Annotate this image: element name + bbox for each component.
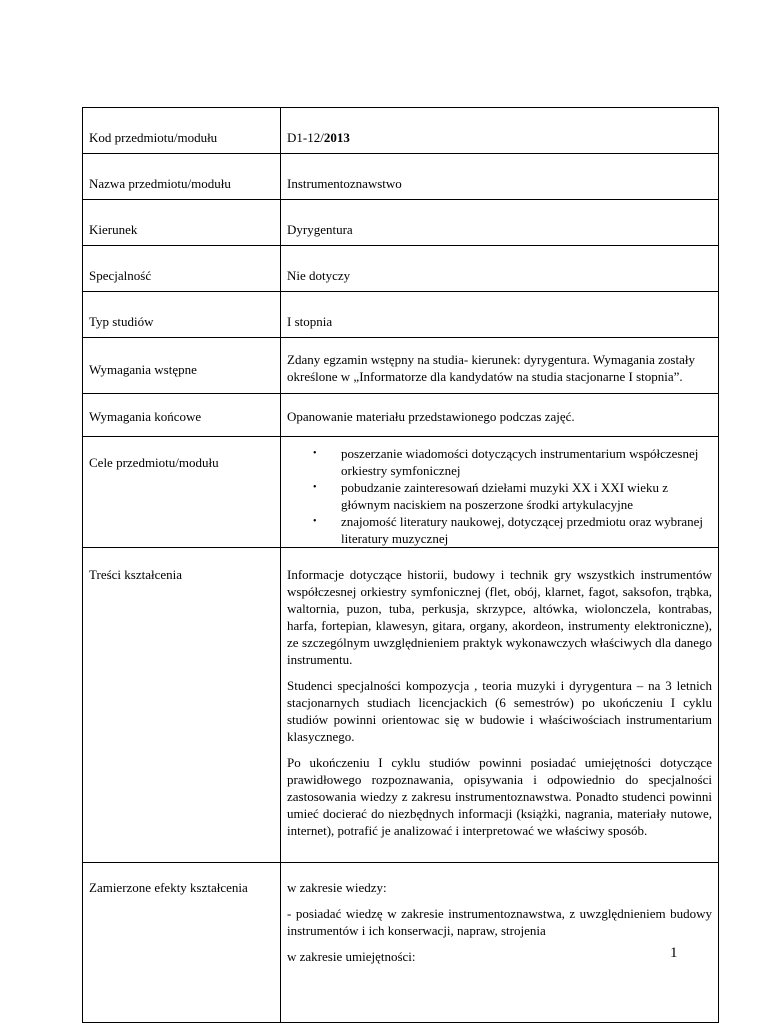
study-type-value: I stopnia bbox=[287, 314, 333, 329]
final-requirements-label: Wymagania końcowe bbox=[89, 409, 202, 424]
row-label-cell bbox=[83, 200, 281, 246]
row-value-cell bbox=[281, 292, 719, 338]
table-row-goals bbox=[83, 437, 719, 548]
goals-list-item: • poszerzanie wiadomości dotyczących instrumentarium współczesnej orkiestry symfonicznej bbox=[321, 445, 712, 479]
row-value-cell bbox=[281, 548, 719, 863]
row-value-cell bbox=[281, 246, 719, 292]
specialty-label: Specjalność bbox=[89, 268, 152, 283]
content-paragraph: Informacje dotyczące historii, budowy i technik gry wszystkich instrumentów współczesnej orkiestry symfonicznej (flet, obój, klarnet, fagot, saksofon, trąbka, waltornia, puzon, tuba, perkusja, skrzypce, altówka, wiolonczela, kontrabas, harfa, fortepian, klawesyn, gitara, organy, akordeon, instrumenty elektroniczne), ze szczególnym uwzględnieniem praktyk wykonawczych właściwych dla danego instrumentu. bbox=[287, 567, 712, 667]
final-requirements-value: Opanowanie materiału przedstawionego podczas zajęć. bbox=[287, 409, 575, 424]
table-row-effects bbox=[83, 863, 719, 1023]
syllabus-table bbox=[82, 107, 719, 1023]
goals-list-item: • znajomość literatury naukowej, dotyczącej przedmiotu oraz wybranej literatury muzycznej bbox=[321, 513, 712, 547]
field-label: Kierunek bbox=[89, 222, 138, 237]
effects-paragraph: - posiadać wiedzę w zakresie instrumentoznawstwa, z uwzględnieniem budowy instrumentów i ich konserwacji, napraw, strojenia bbox=[287, 906, 712, 938]
table-row-code bbox=[83, 108, 719, 154]
content-label: Treści kształcenia bbox=[89, 567, 183, 582]
course-code-year: 2013 bbox=[323, 130, 350, 145]
row-label-cell bbox=[83, 246, 281, 292]
goals-list-item: • pobudzanie zainteresowań dziełami muzyki XX i XXI wieku z głównym naciskiem na poszerzone środki artykulacyjne bbox=[321, 479, 712, 513]
entry-requirements-value: Zdany egzamin wstępny na studia- kierunek: dyrygentura. Wymagania zostały określone w „Informatorze dla kandydatów na studia stacjonarne I stopnia”. bbox=[287, 352, 695, 384]
table-row-study-type bbox=[83, 292, 719, 338]
effects-paragraph: w zakresie wiedzy: bbox=[287, 880, 387, 895]
row-label-cell bbox=[83, 108, 281, 154]
row-label-cell bbox=[83, 548, 281, 863]
effects-paragraph: w zakresie umiejętności: bbox=[287, 949, 416, 964]
entry-requirements-label: Wymagania wstępne bbox=[89, 362, 197, 377]
table-row-final-requirements bbox=[83, 394, 719, 437]
course-code-value bbox=[287, 108, 712, 146]
table-row-content bbox=[83, 548, 719, 863]
course-name-value: Instrumentoznawstwo bbox=[287, 176, 402, 191]
goals-label: Cele przedmiotu/modułu bbox=[89, 455, 219, 470]
row-label-cell bbox=[83, 437, 281, 548]
specialty-value: Nie dotyczy bbox=[287, 268, 351, 283]
course-name-label: Nazwa przedmiotu/modułu bbox=[89, 176, 231, 191]
course-code-prefix: D1-12/ bbox=[287, 130, 324, 145]
table-row-specialty bbox=[83, 246, 719, 292]
row-value-cell bbox=[281, 394, 719, 437]
effects-label: Zamierzone efekty kształcenia bbox=[89, 880, 248, 895]
goals-list bbox=[287, 445, 712, 547]
table-row-field bbox=[83, 200, 719, 246]
row-label-cell bbox=[83, 394, 281, 437]
row-value-cell bbox=[281, 108, 719, 154]
row-label-cell bbox=[83, 338, 281, 394]
content-paragraph: Po ukończeniu I cyklu studiów powinni posiadać umiejętności dotyczące prawidłowego rozpoznawania, opisywania i odpowiednio do specjalności zastosowania wiedzy z zakresu instrumentoznawstwa. Ponadto studenci powinni umieć docierać do niezbędnych informacji (książki, nagrania, materiały nutowe, internet), potrafić je analizować i interpretować we właściwy sposób. bbox=[287, 755, 712, 838]
field-value: Dyrygentura bbox=[287, 222, 353, 237]
table-row-entry-requirements bbox=[83, 338, 719, 394]
row-value-cell bbox=[281, 863, 719, 1023]
page-number: 1 bbox=[670, 945, 678, 961]
table-row-name bbox=[83, 154, 719, 200]
row-value-cell bbox=[281, 200, 719, 246]
row-label-cell bbox=[83, 154, 281, 200]
study-type-label: Typ studiów bbox=[89, 314, 154, 329]
course-code-label: Kod przedmiotu/modułu bbox=[89, 130, 218, 145]
content-paragraph: Studenci specjalności kompozycja , teoria muzyki i dyrygentura – na 3 letnich stacjonarnych studiach licencjackich (6 semestrów) po ukończeniu I cyklu studiów powinni orientowac się w budowie i właściwościach instrumentarium klasycznego. bbox=[287, 678, 712, 744]
row-label-cell bbox=[83, 292, 281, 338]
row-value-cell bbox=[281, 338, 719, 394]
row-label-cell bbox=[83, 863, 281, 1023]
row-value-cell bbox=[281, 154, 719, 200]
row-value-cell bbox=[281, 437, 719, 548]
